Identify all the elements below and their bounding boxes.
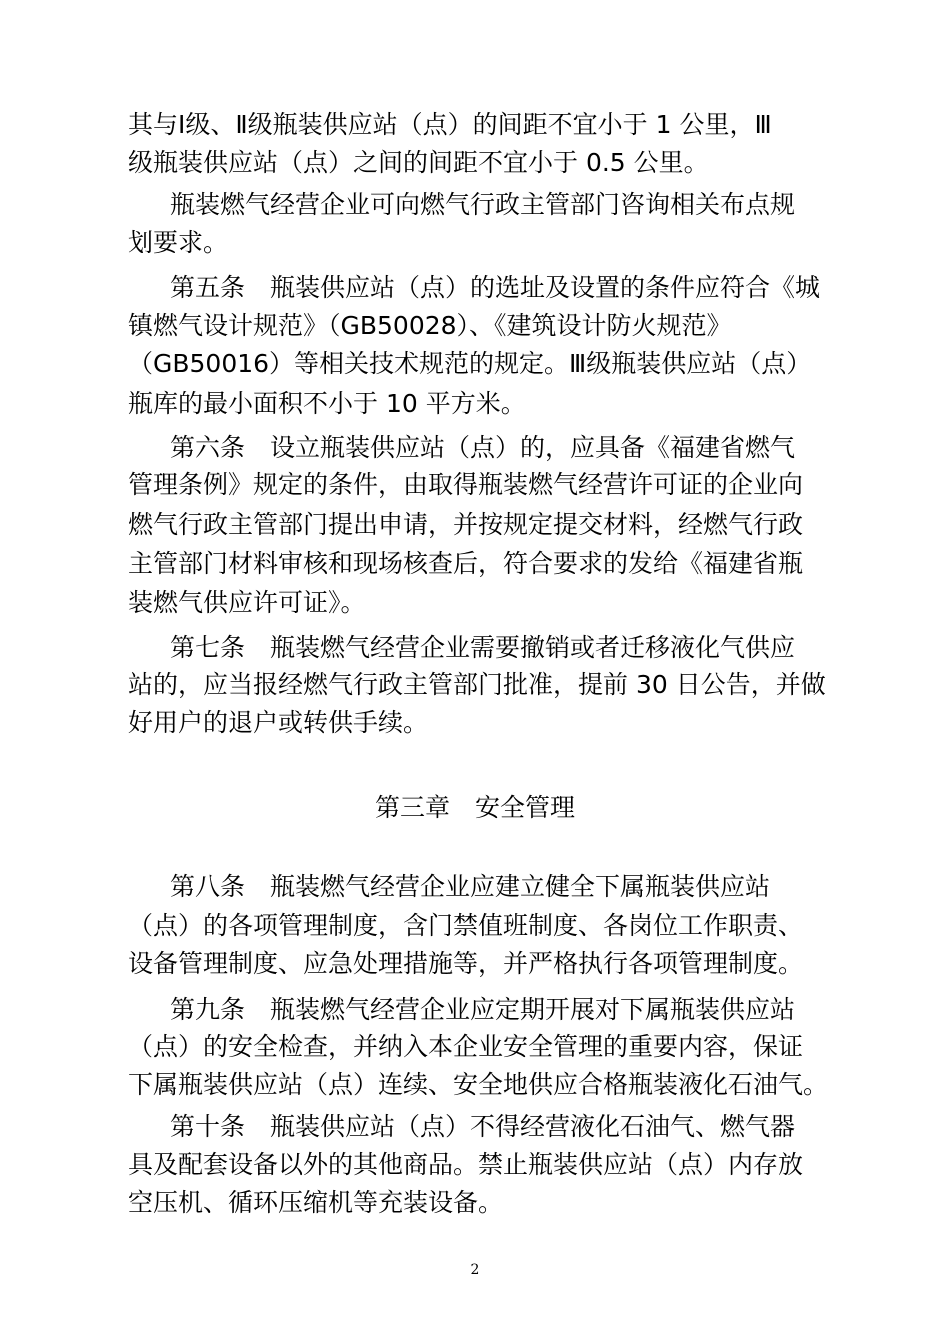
text-line: 装燃气供应许可证》。 xyxy=(128,588,366,617)
text-line: 好用户的退户或转供手续。 xyxy=(128,708,429,737)
text-line: 级瓶装供应站（点）之间的间距不宜小于 0.5 公里。 xyxy=(128,148,709,177)
text-line: （GB50016）等相关技术规范的规定。Ⅲ级瓶装供应站（点） xyxy=(128,349,812,378)
text-line: 镇燃气设计规范》（GB50028）、《建筑设计防火规范》 xyxy=(128,311,732,340)
text-line: 第八条 瓶装燃气经营企业应建立健全下属瓶装供应站 xyxy=(170,872,771,901)
text-line: （点）的安全检查，并纳入本企业安全管理的重要内容，保证 xyxy=(128,1032,804,1061)
page-number: 2 xyxy=(470,1262,480,1278)
text-line: 站的，应当报经燃气行政主管部门批准，提前 30 日公告，并做 xyxy=(128,670,826,699)
text-line: 第七条 瓶装燃气经营企业需要撤销或者迁移液化气供应 xyxy=(170,633,796,662)
text-line: 第六条 设立瓶装供应站（点）的，应具备《福建省燃气 xyxy=(170,433,796,462)
text-line: 第十条 瓶装供应站（点）不得经营液化石油气、燃气器 xyxy=(170,1112,796,1141)
chapter-heading: 第三章 安全管理 xyxy=(374,793,575,822)
text-line: 空压机、循环压缩机等充装设备。 xyxy=(128,1188,504,1217)
text-line: 具及配套设备以外的其他商品。禁止瓶装供应站（点）内存放 xyxy=(128,1150,804,1179)
text-line: 下属瓶装供应站（点）连续、安全地供应合格瓶装液化石油气。 xyxy=(128,1070,829,1099)
text-line: 设备管理制度、应急处理措施等，并严格执行各项管理制度。 xyxy=(128,949,804,978)
text-line: 第五条 瓶装供应站（点）的选址及设置的条件应符合《城 xyxy=(170,273,821,302)
text-line: （点）的各项管理制度，含门禁值班制度、各岗位工作职责、 xyxy=(128,911,804,940)
text-line: 划要求。 xyxy=(128,228,229,257)
text-line: 第九条 瓶装燃气经营企业应定期开展对下属瓶装供应站 xyxy=(170,995,796,1024)
text-line: 其与Ⅰ级、Ⅱ级瓶装供应站（点）的间距不宜小于 1 公里，Ⅲ xyxy=(128,110,772,139)
text-line: 瓶装燃气经营企业可向燃气行政主管部门咨询相关布点规 xyxy=(170,190,796,219)
text-line: 瓶库的最小面积不小于 10 平方米。 xyxy=(128,389,526,418)
text-line: 燃气行政主管部门提出申请，并按规定提交材料，经燃气行政 xyxy=(128,510,804,539)
text-line: 管理条例》规定的条件，由取得瓶装燃气经营许可证的企业向 xyxy=(128,470,804,499)
text-line: 主管部门材料审核和现场核查后，符合要求的发给《福建省瓶 xyxy=(128,549,804,578)
